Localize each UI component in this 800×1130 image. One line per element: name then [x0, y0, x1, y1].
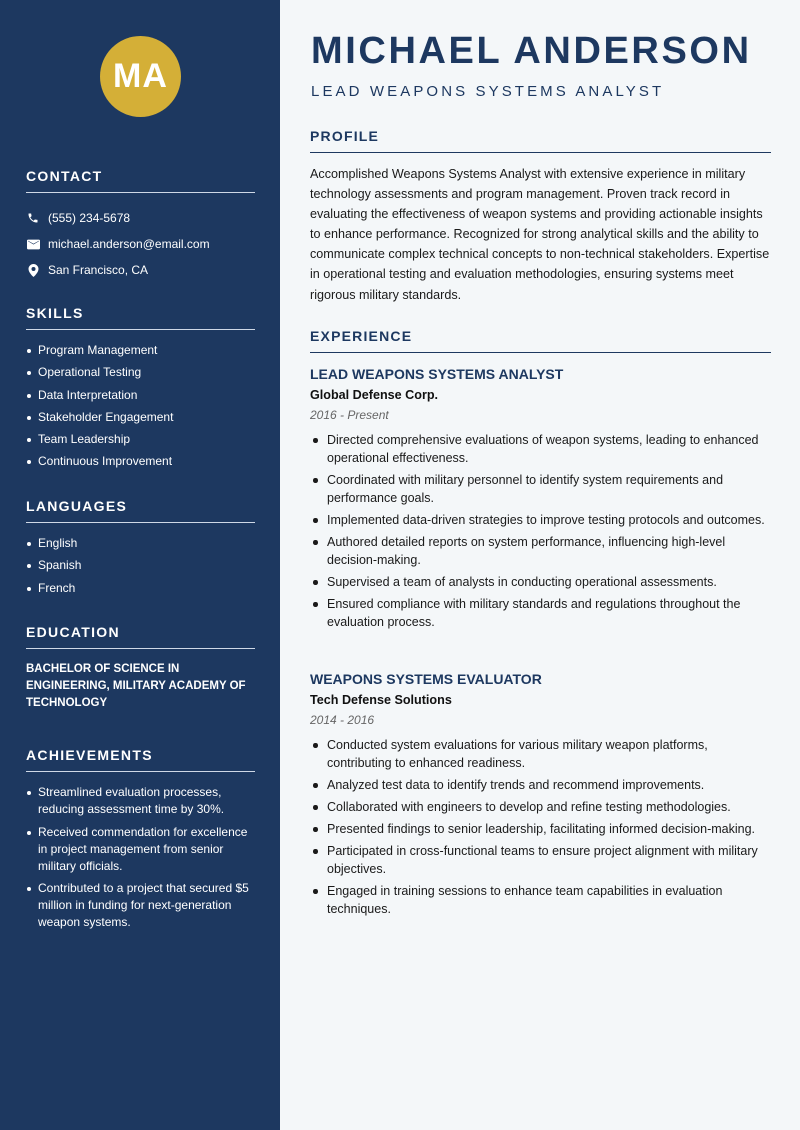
- languages-list: [26, 535, 255, 597]
- main-content: [280, 0, 800, 1130]
- candidate-name: MICHAEL ANDERSON: [311, 30, 752, 72]
- contact-location: [26, 257, 255, 283]
- profile-text: Accomplished Weapons Systems Analyst with extensive experience in military technology assessments and program management. Proven track record in evaluating the effectiveness of weapon systems and providing actionable insights to enhance performance. Recognized for strong analytical skills and the ability to communicate complex technical concepts to non-technical stakeholders. Expertise in operational testing and evaluation methodologies, ensuring systems meet rigorous military standards.: [310, 167, 770, 302]
- avatar: MA: [100, 36, 181, 117]
- achievements-section: [26, 747, 255, 937]
- experience-heading: EXPERIENCE: [310, 328, 771, 353]
- job-bullet: Supervised a team of analysts in conducting operational assessments.: [310, 573, 771, 591]
- education-heading: EDUCATION: [26, 624, 255, 649]
- job-bullet: Ensured compliance with military standards and regulations throughout the evaluation process.: [310, 595, 771, 631]
- phone-text[interactable]: (555) 234-5678: [48, 211, 131, 225]
- languages-heading: LANGUAGES: [26, 498, 255, 523]
- email-text[interactable]: michael.anderson@email.com: [48, 237, 210, 251]
- skills-list: [26, 342, 255, 470]
- location-pin-icon: [26, 263, 40, 277]
- job-title: LEAD WEAPONS SYSTEMS ANALYST: [310, 366, 564, 382]
- job-bullet: Collaborated with engineers to develop and refine testing methodologies.: [310, 798, 771, 816]
- job-bullet: Authored detailed reports on system performance, influencing high-level decision-making.: [310, 533, 771, 569]
- job-bullet: Directed comprehensive evaluations of weapon systems, leading to enhanced operational effectiveness.: [310, 431, 771, 467]
- job-dates: 2016 - Present: [310, 408, 389, 422]
- education-degree: BACHELOR OF SCIENCE IN ENGINEERING, MILITARY ACADEMY OF TECHNOLOGY: [26, 663, 246, 709]
- language-item: English: [26, 535, 255, 552]
- skill-item: Data Interpretation: [26, 387, 255, 404]
- contact-phone: [26, 205, 255, 231]
- achievement-item: Contributed to a project that secured $5 million in funding for next-generation weapon systems.: [26, 880, 255, 931]
- sidebar: [0, 0, 280, 1130]
- language-item: French: [26, 580, 255, 597]
- skill-item: Stakeholder Engagement: [26, 409, 255, 426]
- profile-heading: PROFILE: [310, 128, 771, 153]
- job-bullet: Implemented data-driven strategies to improve testing protocols and outcomes.: [310, 511, 771, 529]
- languages-section: [26, 498, 255, 602]
- job-entry: [310, 671, 771, 922]
- job-bullet: Coordinated with military personnel to identify system requirements and performance goals.: [310, 471, 771, 507]
- achievement-item: Streamlined evaluation processes, reducing assessment time by 30%.: [26, 784, 255, 818]
- job-dates: 2014 - 2016: [310, 713, 375, 727]
- job-bullet: Engaged in training sessions to enhance team capabilities in evaluation techniques.: [310, 882, 771, 918]
- skill-item: Team Leadership: [26, 431, 255, 448]
- mail-icon: [26, 237, 40, 251]
- job-bullet: Participated in cross-functional teams to ensure project alignment with military objectives.: [310, 842, 771, 878]
- skills-heading: SKILLS: [26, 305, 255, 330]
- skill-item: Program Management: [26, 342, 255, 359]
- job-entry: [310, 366, 771, 635]
- job-bullet: Analyzed test data to identify trends and recommend improvements.: [310, 776, 771, 794]
- skills-section: [26, 305, 255, 476]
- job-bullet: Conducted system evaluations for various military weapon platforms, contributing to enhanced readiness.: [310, 736, 771, 772]
- job-bullets: [310, 736, 771, 918]
- contact-email: [26, 231, 255, 257]
- achievements-heading: ACHIEVEMENTS: [26, 747, 255, 772]
- job-bullets: [310, 431, 771, 631]
- job-company: Global Defense Corp.: [310, 388, 439, 402]
- location-text: San Francisco, CA: [48, 263, 149, 277]
- education-section: [26, 624, 255, 712]
- achievement-item: Received commendation for excellence in project management from senior military officials.: [26, 824, 255, 875]
- job-title: WEAPONS SYSTEMS EVALUATOR: [310, 671, 542, 687]
- skill-item: Continuous Improvement: [26, 453, 255, 470]
- contact-section: [26, 168, 255, 283]
- skill-item: Operational Testing: [26, 364, 255, 381]
- contact-heading: CONTACT: [26, 168, 255, 193]
- achievements-list: [26, 784, 255, 931]
- job-company: Tech Defense Solutions: [310, 693, 452, 707]
- phone-icon: [26, 211, 40, 225]
- language-item: Spanish: [26, 557, 255, 574]
- job-bullet: Presented findings to senior leadership, facilitating informed decision-making.: [310, 820, 771, 838]
- candidate-title: LEAD WEAPONS SYSTEMS ANALYST: [311, 83, 665, 100]
